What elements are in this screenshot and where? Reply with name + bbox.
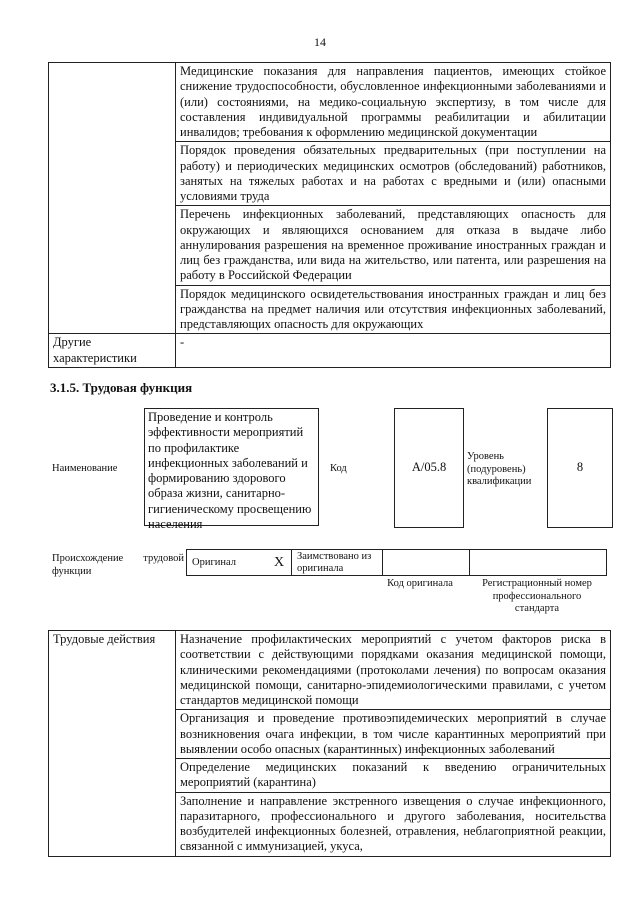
knowledge-item: Перечень инфекционных заболеваний, представляющих опасность для окружающих и являющихся основанием для отказа в выдаче либо аннулирования разрешения на временное проживание иностранных граждан и лиц без гражданства, или вида на жительство, или патента, или разрешения на работу в Российской Федерации (176, 206, 611, 285)
knowledge-item: Порядок проведения обязательных предварительных (при поступлении на работу) и периодических медицинских осмотров (обследований) работников, занятых на тяжелых работах и на работах с вредными и (или) опасными условиями труда (176, 142, 611, 206)
labor-actions-label: Трудовые действия (49, 631, 176, 857)
origin-table (186, 549, 607, 576)
labor-action-item: Определение медицинских показаний к введению ограничительных мероприятий (карантина) (176, 759, 611, 793)
borrowed-label: Заимствовано из оригинала (292, 550, 383, 576)
labor-action-item: Заполнение и направление экстренного извещения о случае инфекционного, паразитарного, профессионального и другого заболевания, носительства возбудителей инфекционных болезней, отравления, неблагоприятной реакции, связанной с иммунизацией, укуса, (176, 792, 611, 856)
page-number: 14 (314, 35, 326, 49)
table-row (49, 63, 611, 142)
knowledge-item: Медицинские показания для направления пациентов, имеющих стойкое снижение трудоспособности, обусловленное инфекционными заболеваниями и (или) состояниями, на медико-социальную экспертизу, в том числе для составления индивидуальной программы реабилитации и абилитации инвалидов; требования к оформлению медицинской документации (176, 63, 611, 142)
other-characteristics-label: Другие характеристики (49, 334, 176, 368)
original-label: Оригинал (187, 550, 268, 576)
table-row (187, 550, 607, 576)
empty-label-cell (49, 63, 176, 334)
knowledge-item: Порядок медицинского освидетельствования иностранных граждан и лиц без гражданства на предмет наличия или отсутствия инфекционных заболеваний, представляющих опасность для окружающих (176, 285, 611, 334)
level-value: 8 (576, 460, 584, 475)
table-row (49, 334, 611, 368)
code-label: Код (330, 463, 347, 474)
level-label: Уровень (подуровень) квалификации (467, 451, 532, 488)
original-code-cell (383, 550, 470, 576)
section-title: 3.1.5. Трудовая функция (50, 380, 193, 395)
registration-number-caption: Регистрационный номер профессионального стандарта (482, 578, 592, 615)
labor-action-item: Организация и проведение противоэпидемических мероприятий в случае возникновения очага инфекции, в том числе карантинных мероприятий при выявлении особо опасных (карантинных) инфекционных заболеваний (176, 710, 611, 759)
knowledge-table (48, 62, 611, 368)
other-characteristics-value: - (176, 334, 611, 368)
code-value: A/05.8 (411, 460, 447, 475)
labor-actions-table (48, 630, 611, 857)
table-row (49, 631, 611, 710)
origin-label: Происхождение трудовой функции (52, 553, 184, 577)
registration-number-cell (470, 550, 607, 576)
original-code-caption: Код оригинала (387, 578, 453, 589)
name-label: Наименование (52, 463, 118, 474)
function-name-box: Проведение и контроль эффективности мероприятий по профилактике инфекционных заболеваний и формированию здорового образа жизни, санитарно-гигиеническому просвещению населения (144, 408, 319, 526)
level-box (547, 408, 613, 528)
original-mark: X (267, 550, 292, 576)
code-box (394, 408, 464, 528)
labor-action-item: Назначение профилактических мероприятий с учетом факторов риска в соответствии с действующими порядками оказания медицинской помощи, клиническими рекомендациями (протоколами лечения) по вопросам оказания медицинской помощи, санитарно-эпидемиологическими правилами, с учетом стандартов медицинской помощи (176, 631, 611, 710)
